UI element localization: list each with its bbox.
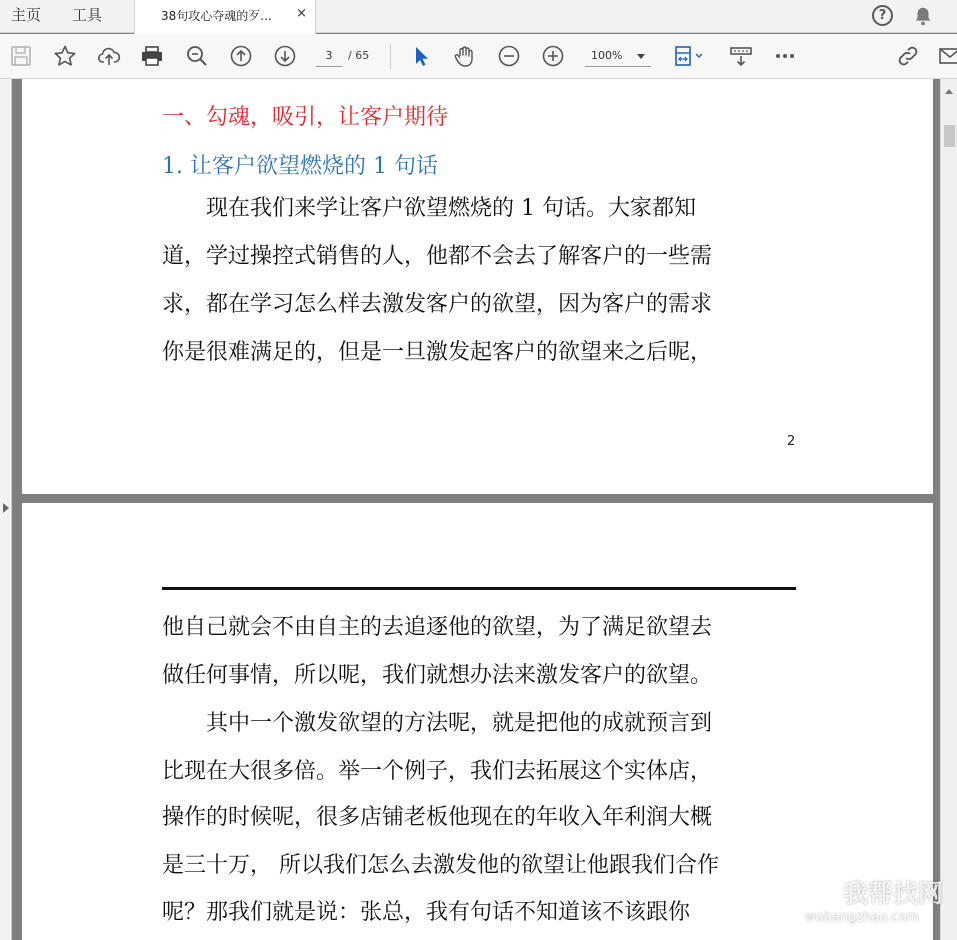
paragraph-line: 操作的时候呢，很多店铺老板他现在的年收入年利润大概 [162, 805, 713, 830]
pdf-page [22, 503, 933, 940]
header-rule [162, 587, 796, 590]
paragraph-line: 其中一个激发欲望的方法呢，就是把他的成就预言到 [162, 711, 713, 736]
arrow-up-icon[interactable] [229, 44, 253, 68]
tab-document[interactable] [134, 0, 316, 34]
chevron-down-icon [637, 54, 645, 59]
expand-pane-icon [3, 503, 9, 513]
cloud-upload-icon[interactable] [97, 44, 121, 68]
tab-home[interactable]: 主页 [11, 6, 42, 24]
watermark-url: wobangzhao.com [805, 910, 919, 925]
print-icon[interactable] [140, 44, 164, 68]
navigation-pane-toggle[interactable] [0, 79, 12, 940]
scroll-up-icon[interactable] [945, 89, 953, 94]
hand-icon[interactable] [453, 44, 477, 68]
vertical-scrollbar[interactable] [940, 79, 957, 940]
tab-bar [0, 0, 957, 33]
more-icon[interactable] [773, 44, 797, 68]
paragraph-line: 呢？那我们就是说：张总，我有句话不知道该不该跟你 [162, 900, 691, 925]
tab-document-title: 38句攻心夺魂的歹... [161, 9, 272, 23]
close-tab-icon[interactable]: × [296, 6, 307, 21]
paragraph-line: 你是很难满足的，但是一旦激发起客户的欲望来之后呢， [162, 340, 713, 365]
link-icon[interactable] [896, 44, 920, 68]
stamp-icon[interactable] [729, 44, 753, 68]
scrollbar-thumb[interactable] [944, 125, 955, 147]
zoom-select[interactable] [585, 45, 651, 67]
star-icon[interactable] [53, 44, 77, 68]
zoom-search-icon[interactable] [185, 44, 209, 68]
tab-tools[interactable]: 工具 [72, 6, 103, 24]
save-icon[interactable] [9, 44, 33, 68]
paragraph-line: 现在我们来学让客户欲望燃烧的 1 句话。大家都知 [162, 196, 696, 221]
main-toolbar [0, 34, 957, 79]
fit-page-icon[interactable] [672, 44, 708, 68]
watermark [803, 868, 953, 934]
paragraph-line: 做任何事情，所以呢，我们就想办法来激发客户的欲望。 [162, 663, 713, 688]
mail-icon[interactable] [938, 44, 957, 68]
paragraph-line: 比现在大很多倍。举一个例子，我们去拓展这个实体店， [162, 759, 713, 784]
pdf-page [22, 79, 933, 494]
help-icon[interactable]: ? [872, 5, 893, 26]
zoom-in-icon[interactable] [541, 44, 565, 68]
zoom-value: 100% [591, 49, 623, 62]
bell-icon[interactable] [912, 5, 934, 27]
paragraph-line: 求，都在学习怎么样去激发客户的欲望，因为客户的需求 [162, 292, 713, 317]
page-number: 2 [787, 434, 796, 449]
paragraph-line: 是三十万， 所以我们怎么去激发他的欲望让他跟我们合作 [162, 853, 719, 878]
section-heading: 一、勾魂，吸引，让客户期待 [162, 105, 449, 130]
page-number-input[interactable] [316, 45, 342, 67]
document-viewport[interactable] [0, 79, 957, 940]
toolbar-divider [390, 44, 391, 69]
watermark-text: 我帮找网 [843, 879, 944, 908]
zoom-out-icon[interactable] [497, 44, 521, 68]
paragraph-line: 道，学过操控式销售的人，他都不会去了解客户的一些需 [162, 244, 713, 269]
cursor-arrow-icon[interactable] [409, 44, 433, 68]
paragraph-line: 他自己就会不由自主的去追逐他的欲望，为了满足欲望去 [162, 615, 713, 640]
subsection-heading: 1. 让客户欲望燃烧的 1 句话 [162, 154, 438, 179]
watermark-magnifier-icon [805, 872, 839, 906]
arrow-down-icon[interactable] [273, 44, 297, 68]
page-total: / 65 [348, 49, 370, 62]
